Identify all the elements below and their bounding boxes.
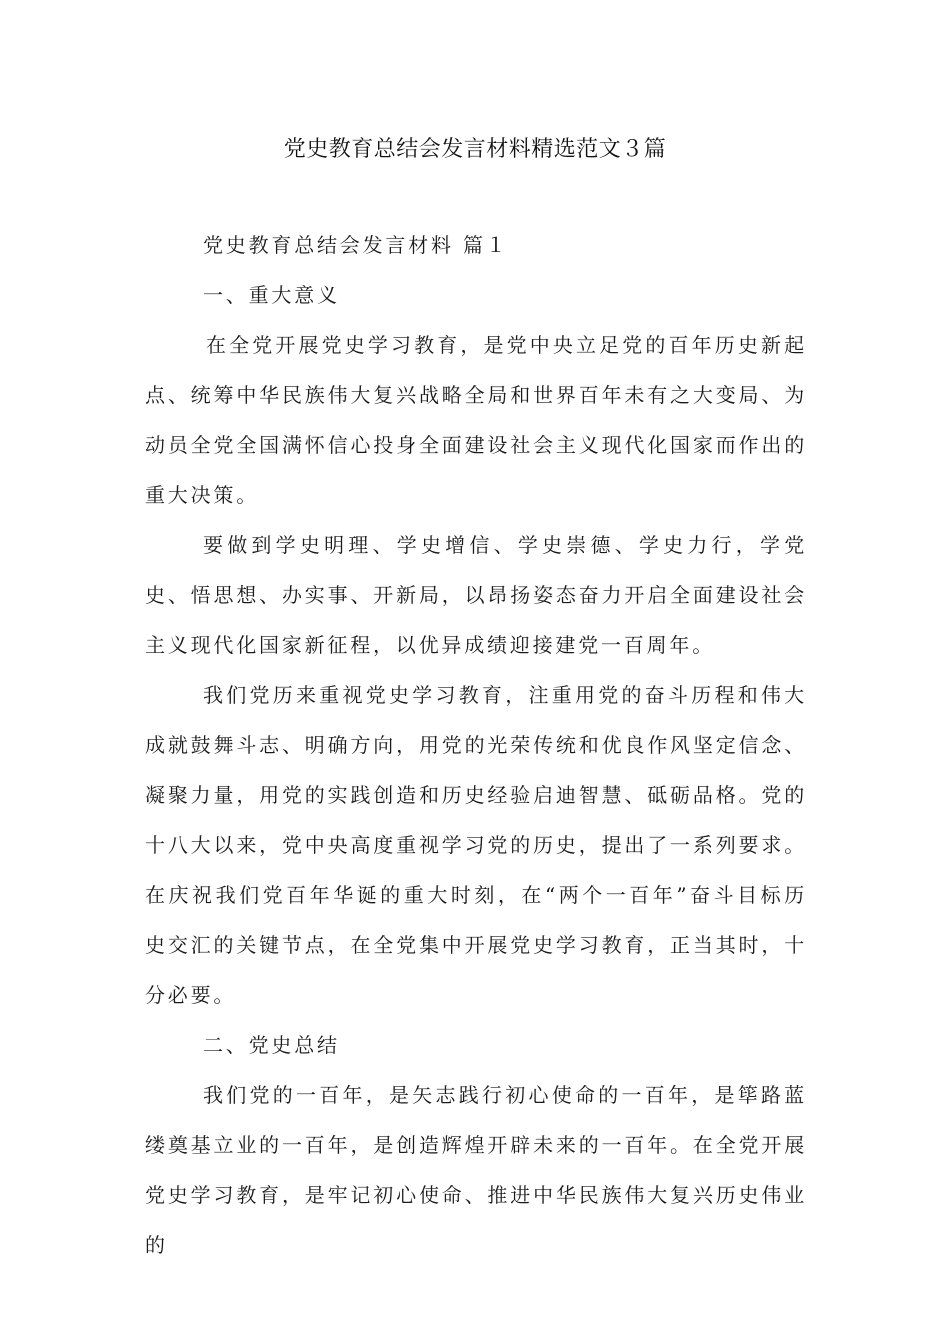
paragraph-significance: 在全党开展党史学习教育，是党中央立足党的百年历史新起点、统筹中华民族伟大复兴战略全局和世界百年未有之大变局、为动员全党全国满怀信心投身全面建设社会主义现代化国家而作出的重大决策。 (145, 333, 807, 507)
heading-significance: 一、重大意义 (203, 283, 340, 307)
paragraph-requirements: 要做到学史明理、学史增信、学史崇德、学史力行，学党史、悟思想、办实事、开新局，以昂扬姿态奋力开启全面建设社会主义现代化国家新征程，以优异成绩迎接建党一百周年。 (145, 533, 807, 657)
paragraph-century: 我们党的一百年，是矢志践行初心使命的一百年，是筚路蓝缕奠基立业的一百年，是创造辉煌开辟未来的一百年。在全党开展党史学习教育，是牢记初心使命、推进中华民族伟大复兴历史伟业的 (145, 1083, 807, 1257)
section-title: 党史教育总结会发言材料 篇１ (203, 233, 509, 257)
paragraph-history-emphasis: 我们党历来重视党史学习教育，注重用党的奋斗历程和伟大成就鼓舞斗志、明确方向，用党的光荣传统和优良作风坚定信念、凝聚力量，用党的实践创造和历史经验启迪智慧、砥砺品格。党的十八大以来，党中央高度重视学习党的历史，提出了一系列要求。在庆祝我们党百年华诞的重大时刻，在“两个一百年”奋斗目标历史交汇的关键节点，在全党集中开展党史学习教育，正当其时，十分必要。 (145, 683, 807, 1007)
heading-history-summary: 二、党史总结 (203, 1033, 340, 1057)
document-title: 党史教育总结会发言材料精选范文３篇 (283, 137, 667, 162)
document-body (145, 220, 807, 1270)
